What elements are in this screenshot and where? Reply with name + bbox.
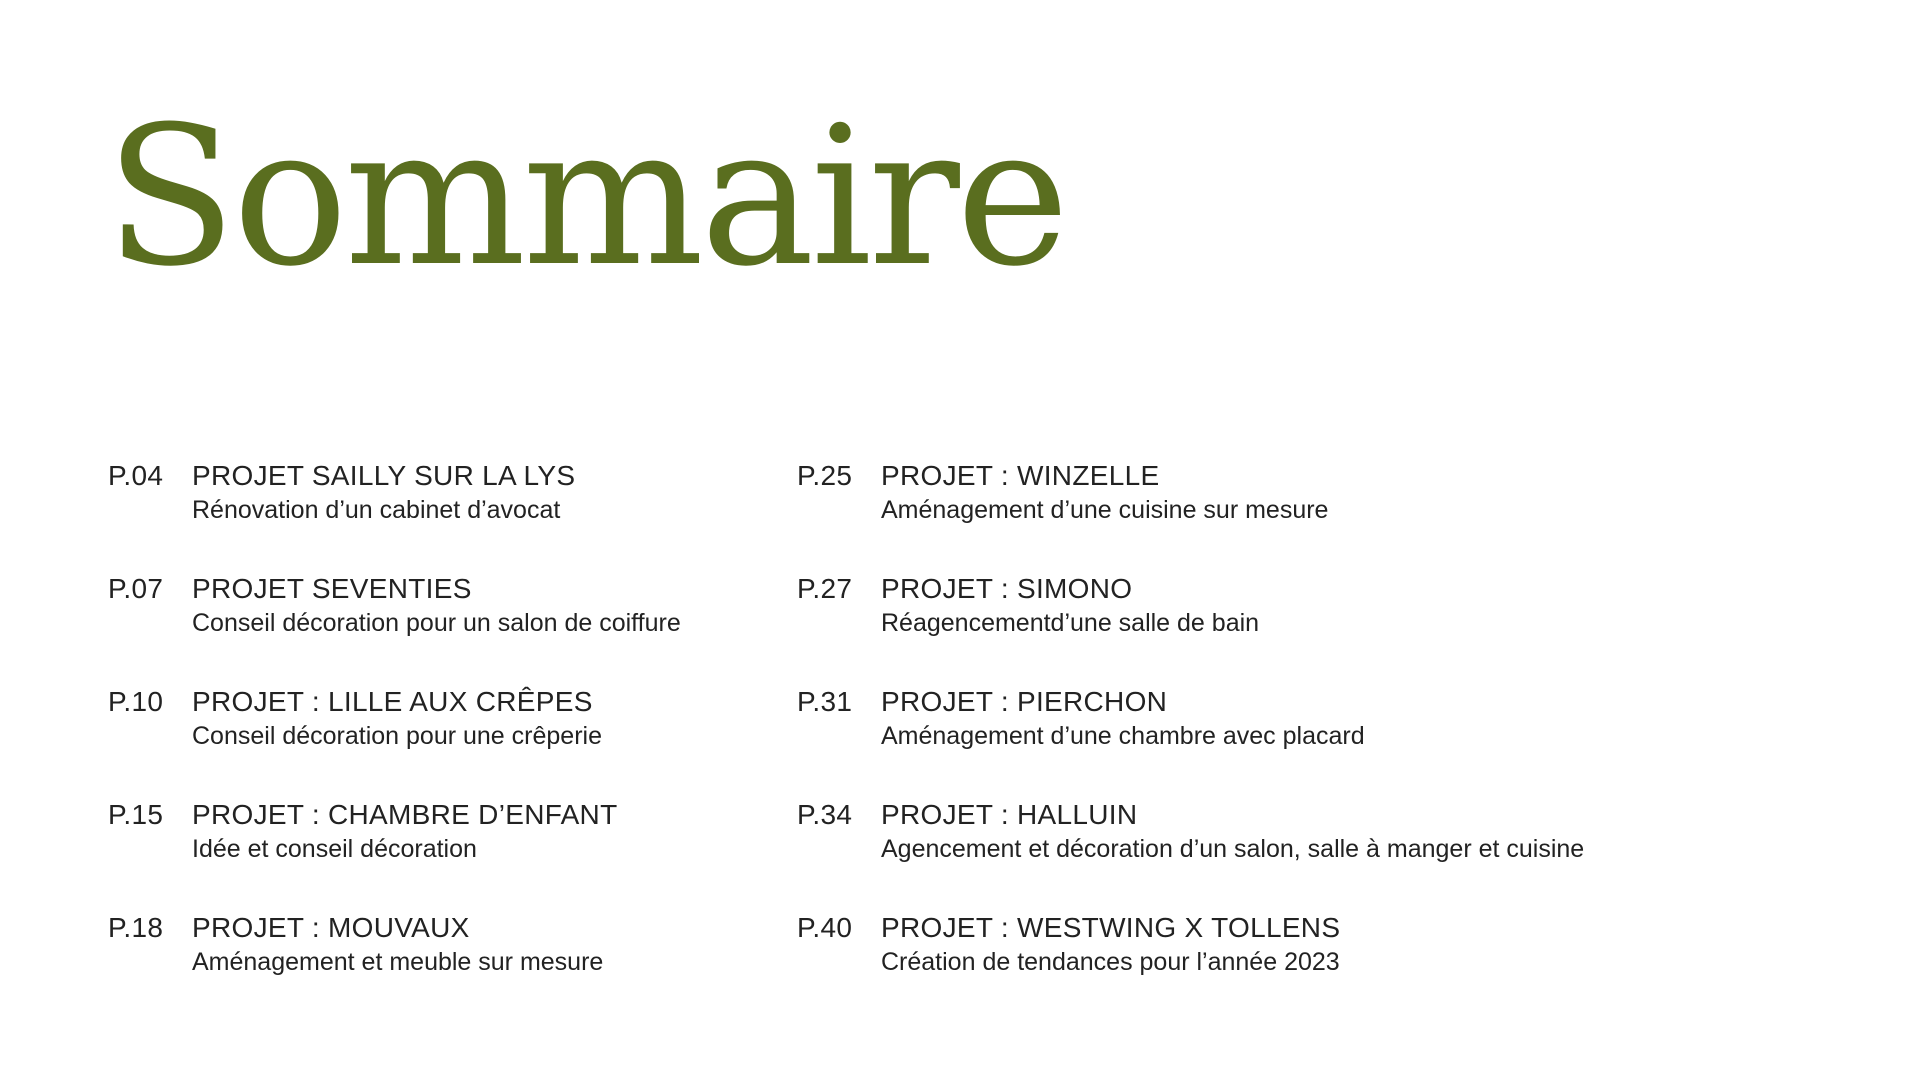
toc-text <box>881 458 1328 526</box>
toc-text <box>881 571 1259 639</box>
toc-heading: PROJET SEVENTIES <box>192 573 472 604</box>
toc-heading: PROJET : LILLE AUX CRÊPES <box>192 686 593 717</box>
toc-text <box>881 684 1365 752</box>
toc-subtitle: Conseil décoration pour une crêperie <box>192 722 602 750</box>
toc-entry <box>797 910 1584 1023</box>
toc-page-number: P.34 <box>797 799 853 830</box>
toc-heading: PROJET : WESTWING X TOLLENS <box>881 912 1341 943</box>
toc-heading: PROJET : WINZELLE <box>881 460 1160 491</box>
toc-page-number: P.15 <box>108 799 164 830</box>
toc-entry <box>797 684 1584 797</box>
toc-entry <box>797 571 1584 684</box>
toc-page-number: P.18 <box>108 912 164 943</box>
toc-text <box>192 797 617 865</box>
page-title: Sommaire <box>105 86 1066 309</box>
toc-page-number: P.27 <box>797 573 853 604</box>
toc-entry <box>108 797 681 910</box>
toc-subtitle: Aménagement d’une chambre avec placard <box>881 722 1365 750</box>
toc-subtitle: Aménagement d’une cuisine sur mesure <box>881 496 1329 524</box>
toc-subtitle: Aménagement et meuble sur mesure <box>192 948 604 976</box>
toc-subtitle: Conseil décoration pour un salon de coiffure <box>192 609 681 637</box>
toc-page-number: P.25 <box>797 460 853 491</box>
toc-heading: PROJET : PIERCHON <box>881 686 1168 717</box>
toc-page-number: P.10 <box>108 686 164 717</box>
toc-subtitle: Réagencementd’une salle de bain <box>881 609 1260 637</box>
toc-column-left <box>108 458 681 1023</box>
toc-heading: PROJET SAILLY SUR LA LYS <box>192 460 576 491</box>
toc-subtitle: Idée et conseil décoration <box>192 835 477 863</box>
toc-text <box>192 910 603 978</box>
toc-column-right <box>797 458 1584 1023</box>
toc-entry <box>797 797 1584 910</box>
toc-entry <box>108 910 681 1023</box>
toc-page-number: P.04 <box>108 460 164 491</box>
toc-subtitle: Création de tendances pour l’année 2023 <box>881 948 1340 976</box>
toc-subtitle: Rénovation d’un cabinet d’avocat <box>192 496 561 524</box>
toc-text <box>192 684 602 752</box>
toc-page-number: P.31 <box>797 686 853 717</box>
toc-entry <box>108 458 681 571</box>
toc-text <box>881 910 1340 978</box>
toc-subtitle: Agencement et décoration d’un salon, salle à manger et cuisine <box>881 835 1585 863</box>
toc-text <box>192 571 681 639</box>
toc-text <box>192 458 575 526</box>
toc-entry <box>108 571 681 684</box>
toc-text <box>881 797 1584 865</box>
toc-heading: PROJET : MOUVAUX <box>192 912 470 943</box>
toc-heading: PROJET : SIMONO <box>881 573 1133 604</box>
toc-entry <box>108 684 681 797</box>
toc-heading: PROJET : CHAMBRE D’ENFANT <box>192 799 618 830</box>
toc-page-number: P.40 <box>797 912 853 943</box>
toc-heading: PROJET : HALLUIN <box>881 799 1138 830</box>
toc-entry <box>797 458 1584 571</box>
toc-page-number: P.07 <box>108 573 164 604</box>
